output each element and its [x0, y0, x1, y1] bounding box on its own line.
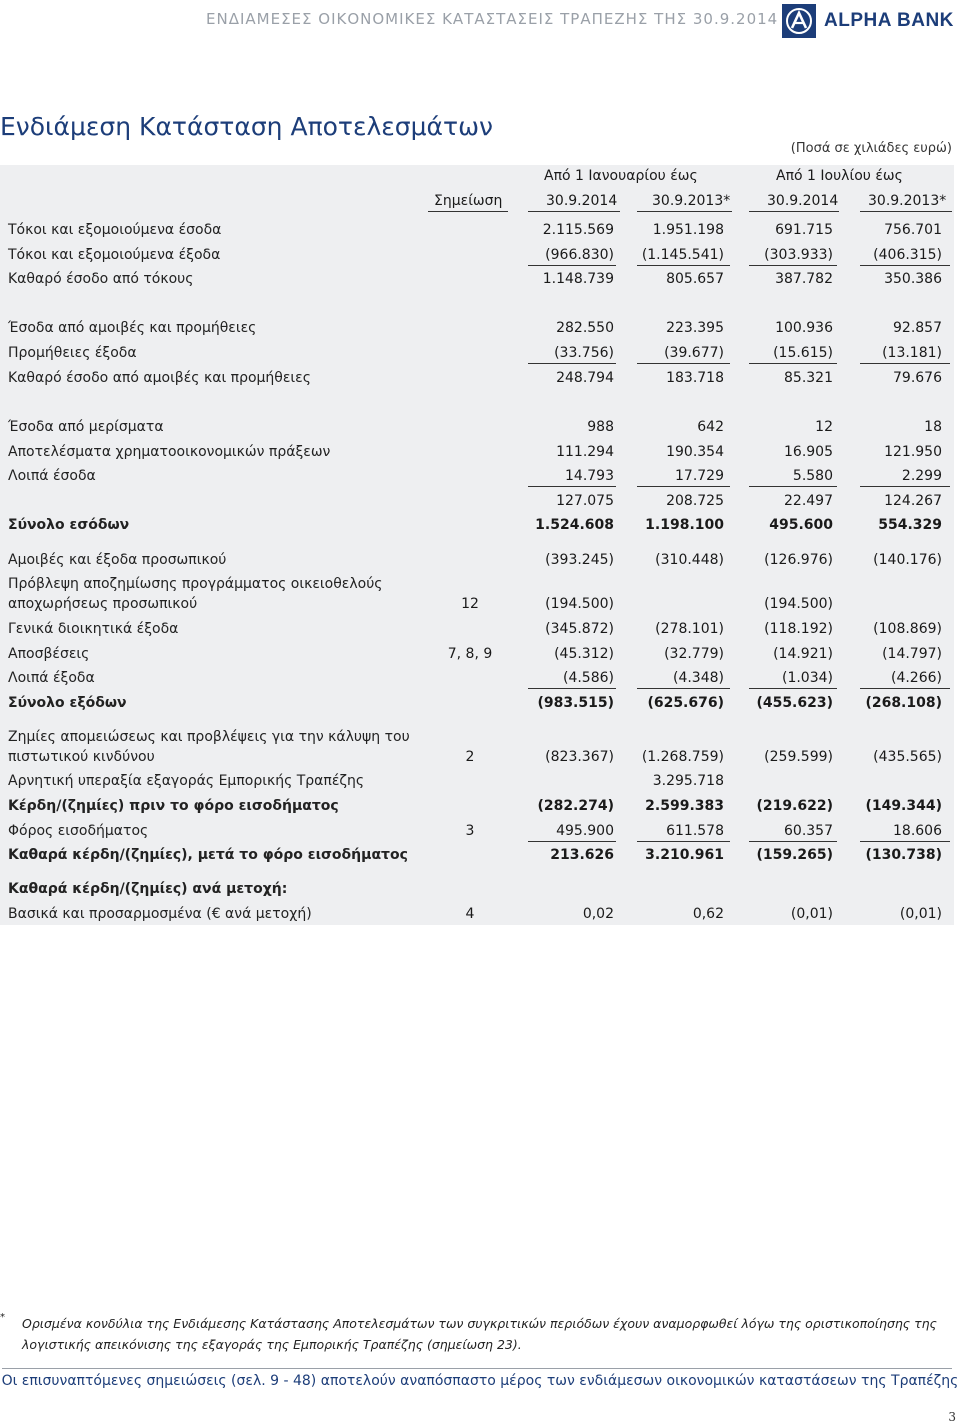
row-value-col-4: (149.344) — [865, 798, 942, 814]
row-value-col-3: (455.623) — [756, 695, 833, 711]
row-value-col-4: (4.266) — [890, 670, 942, 686]
row-label: Γενικά διοικητικά έξοδα — [8, 621, 179, 637]
units-note: (Ποσά σε χιλιάδες ευρώ) — [790, 141, 952, 156]
row-value-col-2: 1.951.198 — [652, 222, 724, 238]
row-value-col-4: 79.676 — [893, 370, 942, 386]
row-label: Καθαρά κέρδη/(ζημίες) ανά μετοχή: — [8, 881, 288, 897]
row-value-col-4: (14.797) — [882, 646, 942, 662]
row-value-col-4: (108.869) — [873, 621, 942, 637]
row-value-col-1: 1.524.608 — [535, 517, 614, 533]
row-value-col-4: (268.108) — [865, 695, 942, 711]
row-label: Τόκοι και εξομοιούμενα έξοδα — [8, 247, 221, 263]
subtotal-underline — [860, 841, 950, 842]
row-label: Κέρδη/(ζημίες) πριν το φόρο εισοδήματος — [8, 798, 339, 814]
row-value-col-3: (259.599) — [764, 749, 833, 765]
row-value-col-2: 17.729 — [675, 468, 724, 484]
subtotal-underline — [637, 486, 730, 487]
row-value-col-1: 988 — [587, 419, 614, 435]
row-value-col-1: (4.586) — [562, 670, 614, 686]
row-value-col-2: (1.145.541) — [641, 247, 724, 263]
row-label: Έσοδα από αμοιβές και προμήθειες — [8, 320, 257, 336]
row-value-col-3: 100.936 — [775, 320, 833, 336]
row-value-col-2: 805.657 — [666, 271, 724, 287]
row-value-col-3: (159.265) — [756, 847, 833, 863]
period-header-january: Από 1 Ιανουαρίου έως — [544, 168, 698, 184]
row-value-col-3: (14.921) — [773, 646, 833, 662]
row-value-col-3: 5.580 — [792, 468, 833, 484]
bottom-note: Οι επισυναπτόμενες σημειώσεις (σελ. 9 - 48) αποτελούν αναπόσπαστο μέρος των ενδιάμεσων οικονομικών καταστάσεων της Τραπέζης — [1, 1373, 959, 1389]
row-value-col-1: 127.075 — [556, 493, 614, 509]
subtotal-underline — [528, 265, 616, 266]
row-value-col-1: 1.148.739 — [542, 271, 614, 287]
alpha-bank-emblem-icon — [782, 4, 816, 38]
footnote-text: Ορισμένα κονδύλια της Ενδιάμεσης Κατάστασης Αποτελεσμάτων των συγκριτικών περιόδων έχουν αναμορφωθεί λόγω της οριστικοποίησης της λογιστικής απεικόνισης της εξαγοράς της Εμπορικής Τραπέζης (σημείωση 23). — [22, 1316, 937, 1352]
row-label: Καθαρό έσοδο από τόκους — [8, 271, 194, 287]
row-value-col-2: 208.725 — [666, 493, 724, 509]
row-value-col-3: (0,01) — [790, 906, 833, 922]
header-underline — [860, 211, 952, 212]
row-label: Ζημίες απομειώσεως και προβλέψεις για την κάλυψη του — [8, 729, 410, 745]
row-value-col-1: (194.500) — [545, 596, 614, 612]
row-value-col-3: 387.782 — [775, 271, 833, 287]
row-label: Αμοιβές και έξοδα προσωπικού — [8, 552, 227, 568]
header-underline — [428, 211, 508, 212]
row-value-col-1: (983.515) — [537, 695, 614, 711]
subtotal-underline — [749, 486, 837, 487]
alpha-bank-logo — [782, 4, 954, 38]
row-value-col-2: 611.578 — [666, 823, 724, 839]
row-value-col-4: 756.701 — [884, 222, 942, 238]
row-value-col-1: (45.312) — [554, 646, 614, 662]
row-label: Λοιπά έσοδα — [8, 468, 96, 484]
subtotal-underline — [528, 688, 616, 689]
subtotal-underline — [749, 688, 837, 689]
header-underline — [528, 211, 620, 212]
footnote-mark: * — [0, 1312, 5, 1323]
row-value-col-2: (32.779) — [664, 646, 724, 662]
row-value-col-2: 223.395 — [666, 320, 724, 336]
row-value-col-3: 495.600 — [769, 517, 833, 533]
row-value-col-4: 124.267 — [884, 493, 942, 509]
bottom-divider — [2, 1368, 952, 1369]
row-label: Αρνητική υπεραξία εξαγοράς Εμπορικής Τραπέζης — [8, 773, 365, 789]
row-value-col-3: (194.500) — [764, 596, 833, 612]
row-value-col-2: (39.677) — [664, 345, 724, 361]
row-note-ref: 4 — [465, 906, 475, 922]
row-label: Λοιπά έξοδα — [8, 670, 95, 686]
row-value-col-1: 0,02 — [582, 906, 614, 922]
row-value-col-2: (310.448) — [655, 552, 724, 568]
row-label: Πρόβλεψη αποζημίωσης προγράμματος οικειοθελούς — [8, 576, 383, 592]
row-value-col-2: 3.210.961 — [645, 847, 724, 863]
row-value-col-4: 121.950 — [884, 444, 942, 460]
row-value-col-3: 16.905 — [784, 444, 833, 460]
row-value-col-2: 1.198.100 — [645, 517, 724, 533]
row-value-col-3: 691.715 — [775, 222, 833, 238]
row-value-col-3: (15.615) — [773, 345, 833, 361]
subtotal-underline — [528, 841, 616, 842]
column-header-3: 30.9.2014 — [767, 193, 839, 209]
row-note-ref: 12 — [461, 596, 479, 612]
row-value-col-4: 554.329 — [878, 517, 942, 533]
row-label: Βασικά και προσαρμοσμένα (€ ανά μετοχή) — [8, 906, 312, 922]
row-note-ref: 2 — [465, 749, 475, 765]
row-value-col-4: (130.738) — [865, 847, 942, 863]
subtotal-underline — [749, 265, 837, 266]
subtotal-underline — [749, 363, 837, 364]
row-value-col-2: 183.718 — [666, 370, 724, 386]
subtotal-underline — [528, 363, 616, 364]
row-value-col-3: 85.321 — [784, 370, 833, 386]
row-value-col-1: 213.626 — [550, 847, 614, 863]
row-value-col-3: (1.034) — [781, 670, 833, 686]
logo-text: ALPHA BANK — [824, 10, 954, 31]
row-label: Αποσβέσεις — [8, 646, 90, 662]
row-value-col-3: (118.192) — [764, 621, 833, 637]
period-header-july: Από 1 Ιουλίου έως — [776, 168, 903, 184]
subtotal-underline — [860, 265, 950, 266]
row-value-col-3: (126.976) — [764, 552, 833, 568]
row-value-col-1: 111.294 — [556, 444, 614, 460]
row-note-ref: 7, 8, 9 — [447, 646, 493, 662]
row-value-col-1: (393.245) — [545, 552, 614, 568]
row-value-col-4: (0,01) — [899, 906, 942, 922]
subtotal-underline — [860, 486, 950, 487]
row-value-col-3: 22.497 — [784, 493, 833, 509]
row-value-col-1: (345.872) — [545, 621, 614, 637]
subtotal-underline — [528, 486, 616, 487]
subtotal-underline — [860, 363, 950, 364]
row-value-col-1: 2.115.569 — [542, 222, 614, 238]
row-value-col-3: (303.933) — [764, 247, 833, 263]
subtotal-underline — [637, 265, 730, 266]
subtotal-underline — [637, 688, 730, 689]
row-value-col-1: (33.756) — [554, 345, 614, 361]
subtotal-underline — [637, 841, 730, 842]
row-value-col-4: 18 — [924, 419, 942, 435]
row-label: Προμήθειες έξοδα — [8, 345, 137, 361]
row-value-col-2: (4.348) — [672, 670, 724, 686]
row-value-col-4: (435.565) — [873, 749, 942, 765]
row-value-col-4: (13.181) — [882, 345, 942, 361]
column-header-1: 30.9.2014 — [546, 193, 618, 209]
row-value-col-4: 92.857 — [893, 320, 942, 336]
row-label: Καθαρό έσοδο από αμοιβές και προμήθειες — [8, 370, 311, 386]
row-value-col-1: 248.794 — [556, 370, 614, 386]
row-value-col-1: (282.274) — [537, 798, 614, 814]
row-label: Καθαρά κέρδη/(ζημίες), μετά το φόρο εισοδήματος — [8, 847, 408, 863]
row-value-col-1: 282.550 — [556, 320, 614, 336]
subtotal-underline — [860, 688, 950, 689]
subtotal-underline — [749, 841, 837, 842]
row-value-col-2: (625.676) — [647, 695, 724, 711]
column-header-4: 30.9.2013* — [868, 193, 947, 209]
subtotal-underline — [637, 363, 730, 364]
row-label-continued: πιστωτικού κινδύνου — [8, 749, 155, 765]
row-value-col-2: 2.599.383 — [645, 798, 724, 814]
row-value-col-3: 12 — [815, 419, 833, 435]
header-underline — [749, 211, 839, 212]
column-header-2: 30.9.2013* — [652, 193, 731, 209]
header-underline — [637, 211, 732, 212]
row-label: Αποτελέσματα χρηματοοικονομικών πράξεων — [8, 444, 331, 460]
row-value-col-2: 0,62 — [692, 906, 724, 922]
page-title: Ενδιάμεση Κατάσταση Αποτελεσμάτων — [0, 112, 493, 141]
row-value-col-2: (1.268.759) — [641, 749, 724, 765]
page-number: 3 — [948, 1410, 956, 1424]
row-label: Σύνολο εξόδων — [8, 695, 127, 711]
row-value-col-3: (219.622) — [756, 798, 833, 814]
row-value-col-1: 14.793 — [565, 468, 614, 484]
row-label: Τόκοι και εξομοιούμενα έσοδα — [8, 222, 222, 238]
row-value-col-4: 2.299 — [901, 468, 942, 484]
row-value-col-4: 18.606 — [893, 823, 942, 839]
row-value-col-3: 60.357 — [784, 823, 833, 839]
row-note-ref: 3 — [465, 823, 475, 839]
row-value-col-4: (140.176) — [873, 552, 942, 568]
row-label: Σύνολο εσόδων — [8, 517, 130, 533]
document-header-title: ΕΝΔΙΑΜΕΣΕΣ ΟΙΚΟΝΟΜΙΚΕΣ ΚΑΤΑΣΤΑΣΕΙΣ ΤΡΑΠΕΖΗΣ ΤΗΣ 30.9.2014 — [206, 10, 779, 28]
row-value-col-2: 3.295.718 — [652, 773, 724, 789]
row-value-col-2: 190.354 — [666, 444, 724, 460]
row-value-col-4: (406.315) — [873, 247, 942, 263]
row-value-col-1: 495.900 — [556, 823, 614, 839]
row-value-col-2: (278.101) — [655, 621, 724, 637]
row-value-col-1: (823.367) — [545, 749, 614, 765]
row-label: Έσοδα από μερίσματα — [8, 419, 164, 435]
note-column-header: Σημείωση — [434, 193, 503, 209]
row-label: Φόρος εισοδήματος — [8, 823, 149, 839]
row-value-col-1: (966.830) — [545, 247, 614, 263]
row-value-col-2: 642 — [697, 419, 724, 435]
row-value-col-4: 350.386 — [884, 271, 942, 287]
row-label-continued: αποχωρήσεως προσωπικού — [8, 596, 198, 612]
